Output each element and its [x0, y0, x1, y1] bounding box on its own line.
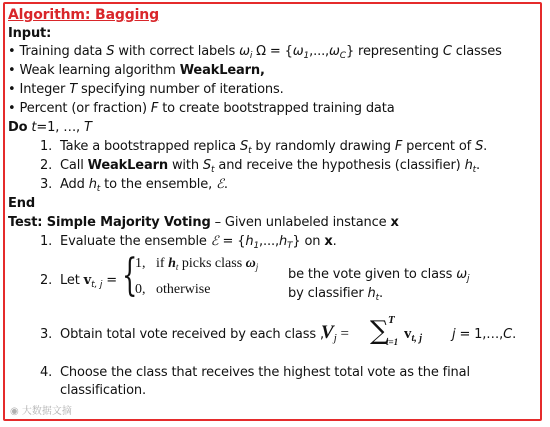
var-omega: ω — [292, 44, 304, 59]
var-v: v — [404, 326, 412, 342]
var-h: h — [464, 158, 473, 173]
text: = — [336, 326, 349, 342]
step-number: 2. — [40, 273, 53, 288]
var-f: F — [394, 139, 403, 154]
sub: t — [375, 293, 380, 303]
sub: j — [466, 274, 470, 284]
input-bullet-percent-f — [8, 100, 395, 118]
sub: i — [249, 51, 253, 61]
text: = { — [218, 234, 246, 249]
text: with correct labels — [114, 44, 240, 59]
var-s: S — [202, 158, 212, 173]
sub: t, j — [91, 280, 103, 290]
var-v: v — [83, 273, 92, 288]
var-x: x — [390, 215, 399, 230]
test-step-2-label — [40, 272, 117, 294]
bullet-icon: • — [8, 101, 16, 116]
text: picks class — [178, 256, 246, 271]
text: – Given unlabeled instance — [210, 215, 391, 230]
weaklearn-term: WeakLearn — [87, 158, 168, 173]
var-t: T — [69, 82, 78, 97]
majority-voting-term: Simple Majority Voting — [42, 215, 211, 230]
var-omega: ω — [456, 267, 467, 282]
text: = — [102, 273, 117, 288]
text: Add — [60, 177, 89, 192]
sub: t — [248, 146, 252, 156]
sigma-lower-limit: t=1 — [386, 337, 399, 347]
text: Let — [60, 273, 84, 288]
text: by classifier — [288, 286, 368, 301]
var-s: S — [475, 139, 484, 154]
sub: 1 — [303, 51, 310, 61]
text: Integer — [19, 82, 70, 97]
sub: t — [472, 165, 477, 175]
var-s: S — [106, 44, 115, 59]
text: . — [512, 327, 517, 342]
bullet-icon: • — [8, 44, 16, 59]
sub: t, j — [411, 333, 423, 344]
var-omega: ω — [239, 44, 250, 59]
sub: 1 — [253, 241, 260, 251]
var-h: h — [168, 256, 176, 271]
text: Weak learning algorithm — [19, 63, 180, 78]
watermark-text: 大数据文摘 — [21, 406, 72, 417]
sub: j — [255, 262, 259, 272]
var-v: V — [321, 322, 334, 343]
ensemble-symbol: ℰ — [210, 234, 219, 249]
watermark-logo-icon: ◉ — [10, 406, 19, 417]
var-h: h — [278, 234, 288, 249]
var-x: x — [324, 234, 333, 249]
text: Take a bootstrapped replica — [60, 139, 240, 154]
input-bullet-integer-t — [8, 81, 284, 99]
case-value: 1, — [135, 256, 146, 271]
text: with — [167, 158, 203, 173]
var-h: h — [88, 177, 97, 192]
text: . — [332, 234, 337, 249]
text: if — [156, 256, 169, 271]
test-keyword: Test: — [8, 215, 43, 230]
class-index-range — [452, 326, 516, 344]
text: =1, …, — [36, 120, 85, 135]
bullet-icon: • — [8, 63, 16, 78]
vote-description-line-2 — [288, 285, 383, 307]
var-s: S — [239, 139, 249, 154]
var-h: h — [245, 234, 254, 249]
text: Obtain total vote received by each class , — [60, 327, 324, 342]
do-step-3 — [40, 176, 228, 198]
input-bullet-weaklearn — [8, 62, 265, 80]
var-t: t — [27, 120, 37, 135]
text: . — [223, 177, 228, 192]
weaklearn-term: WeakLearn, — [179, 63, 265, 78]
text: ,..., — [259, 234, 279, 249]
text: and receive the hypothesis (classifier) — [214, 158, 465, 173]
input-heading: Input: — [8, 26, 52, 41]
text: to the ensemble, — [100, 177, 217, 192]
step-number: 1. — [40, 139, 53, 154]
sub: T — [287, 241, 293, 251]
test-header — [8, 214, 399, 232]
step-number: 4. — [40, 365, 53, 380]
var-omega: ω — [245, 256, 256, 271]
text: by randomly drawing — [251, 139, 395, 154]
text: } representing — [345, 44, 443, 59]
step-number: 3. — [40, 177, 53, 192]
total-vote-formula-lhs — [321, 322, 349, 349]
sub: j — [333, 332, 337, 344]
text: = 1,…, — [455, 327, 504, 342]
text: specifying number of iterations. — [77, 82, 284, 97]
ensemble-symbol: ℰ — [216, 177, 224, 192]
text: Evaluate the ensemble — [60, 234, 211, 249]
watermark — [10, 402, 72, 417]
var-j: j — [452, 327, 456, 342]
text: ,..., — [309, 44, 330, 59]
sub: t — [211, 165, 215, 175]
text: Call — [60, 158, 88, 173]
var-f: F — [150, 101, 159, 116]
piecewise-case-1 — [135, 255, 258, 276]
step-number: 1. — [40, 234, 53, 249]
sub: t — [175, 262, 179, 272]
case-value: 0, — [135, 282, 146, 297]
text: Ω = { — [252, 44, 293, 59]
step-number: 3. — [40, 327, 53, 342]
text: Percent (or fraction) — [19, 101, 151, 116]
text: to create bootstrapped training data — [158, 101, 395, 116]
text: otherwise — [156, 282, 211, 297]
do-loop-header — [8, 119, 92, 137]
var-t: T — [84, 120, 92, 135]
text: classes — [451, 44, 502, 59]
piecewise-brace: { — [122, 250, 138, 301]
test-step-3 — [40, 326, 324, 344]
total-vote-formula-rhs — [404, 325, 422, 348]
text: . — [476, 158, 481, 173]
text: percent of — [402, 139, 476, 154]
algorithm-title: Algorithm: Bagging — [8, 7, 159, 23]
test-step-1 — [40, 233, 337, 255]
text: Training data — [19, 44, 107, 59]
end-keyword: End — [8, 196, 35, 211]
var-c: C — [442, 44, 452, 59]
do-keyword: Do — [8, 120, 28, 135]
bullet-icon: • — [8, 82, 16, 97]
sigma-upper-limit: T — [388, 314, 395, 326]
text: be the vote given to class — [288, 267, 457, 282]
test-step-4-line-1 — [40, 364, 470, 382]
sub: C — [339, 51, 346, 61]
var-h: h — [367, 286, 376, 301]
text: . — [379, 286, 383, 301]
text: . — [483, 139, 488, 154]
step-number: 2. — [40, 158, 53, 173]
var-c: C — [503, 327, 513, 342]
var-omega: ω — [329, 44, 340, 59]
text: Choose the class that receives the highest total vote as the final — [60, 365, 470, 380]
sigma-icon: ∑ — [370, 316, 389, 346]
test-step-4-line-2: classification. — [60, 383, 146, 398]
text: } on — [292, 234, 325, 249]
sub: t — [96, 184, 101, 194]
piecewise-case-2 — [135, 281, 210, 299]
